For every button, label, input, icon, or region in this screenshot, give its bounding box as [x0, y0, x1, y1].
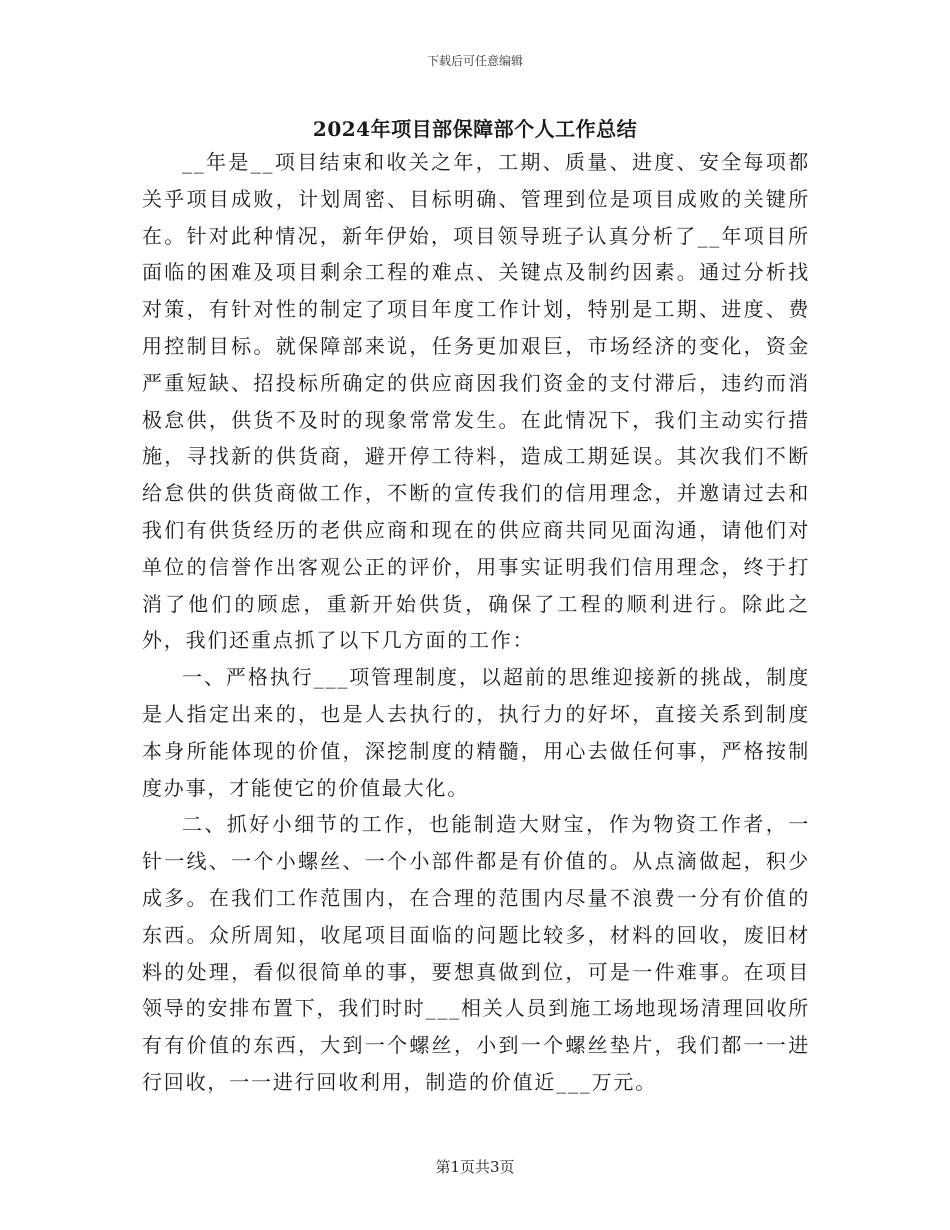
paragraph-item-two: 二、抓好小细节的工作，也能制造大财宝，作为物资工作者，一针一线、一个小螺丝、一个小部件都是有价值的。从点滴做起，积少成多。在我们工作范围内，在合理的范围内尽量不浪费一分有价值的东西。众所周知，收尾项目面临的问题比较多，材料的回收，废旧材料的处理，看似很简单的事，要想真做到位，可是一件难事。在项目领导的安排布置下，我们时时___相关人员到施工场地现场清理回收所有有价值的东西，大到一个螺丝，小到一个螺丝垫片，我们都一一进行回收，一一进行回收利用，制造的价值近___万元。 — [142, 812, 810, 1094]
document-body — [142, 144, 810, 1101]
paragraph-item-one: 一、严格执行___项管理制度，以超前的思维迎接新的挑战，制度是人指定出来的，也是人去执行的，执行力的好坏，直接关系到制度本身所能体现的价值，深挖制度的精髓，用心去做任何事，严格按制度办事，才能使它的价值最大化。 — [142, 665, 810, 800]
paragraph-intro: __年是__项目结束和收关之年，工期、质量、进度、安全每项都关乎项目成败，计划周密、目标明确、管理到位是项目成败的关键所在。针对此种情况，新年伊始，项目领导班子认真分析了__年项目所面临的困难及项目剩余工程的难点、关键点及制约因素。通过分析找对策，有针对性的制定了项目年度工作计划，特别是工期、进度、费用控制目标。就保障部来说，任务更加艰巨，市场经济的变化，资金严重短缺、招投标所确定的供应商因我们资金的支付滞后，违约而消极怠供，供货不及时的现象常常发生。在此情况下，我们主动实行措施，寻找新的供货商，避开停工待料，造成工期延误。其次我们不断给怠供的供货商做工作，不断的宣传我们的信用理念，并邀请过去和我们有供货经历的老供应商和现在的供应商共同见面沟通，请他们对单位的信誉作出客观公正的评价，用事实证明我们信用理念，终于打消了他们的顾虑，重新开始供货，确保了工程的顺利进行。除此之外，我们还重点抓了以下几方面的工作： — [142, 150, 810, 653]
header-note: 下载后可任意编辑 — [426, 54, 523, 68]
document-title: 2024年项目部保障部个人工作总结 — [312, 117, 638, 141]
page-number: 第1页共3页 — [435, 1158, 515, 1176]
